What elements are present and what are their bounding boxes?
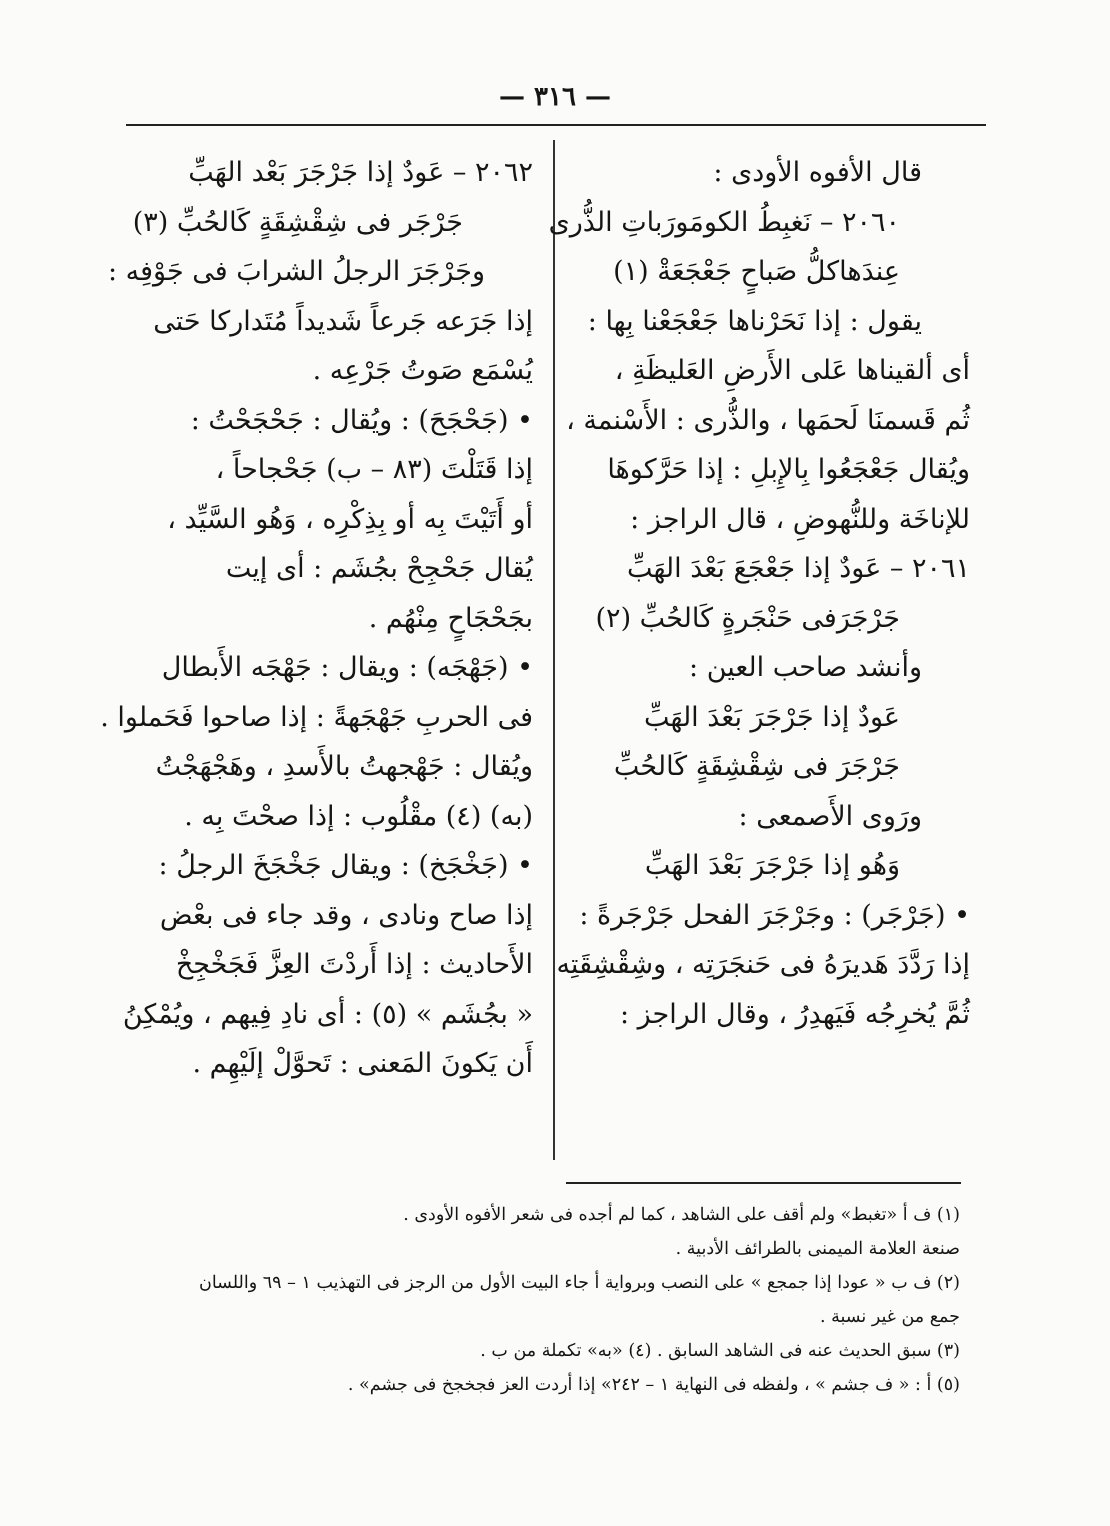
footnote-rule (566, 1182, 961, 1184)
left-column-line: • (جَخْجَخ) : ويقال جَخْجَخَ الرجلُ : (158, 850, 533, 881)
right-column (548, 148, 970, 1039)
right-column-line: أى ألقيناها عَلى الأَرضِ العَليظَةِ ، (614, 355, 970, 386)
left-column-line: (به) (٤) مقْلُوب : إذا صحْتَ بِه . (184, 800, 533, 832)
right-column-line: ثُم قَسمنَا لَحمَها ، والذُّرى : الأَسْنمة ، (566, 404, 970, 436)
right-column-line: وَهُو إذا جَرْجَرَ بَعْدَ الهَبِّ (644, 850, 900, 881)
footnote: جمع من غير نسبة . (820, 1307, 960, 1327)
left-column-line: يُقال جَحْجِحْ بجُشَم : أى إيت (225, 553, 533, 584)
left-column-line: ويُقال : جَهْجهتُ بالأَسدِ ، وهَجْهَجْتُ (155, 751, 533, 782)
right-column-line: قال الأفوه الأودى : (713, 157, 922, 188)
right-column-line: يقول : إذا نَحَرْناها جَعْجَعْنا بِها : (587, 305, 922, 337)
left-column-line: ٢٠٦٢ – عَودٌ إذا جَرْجَرَ بَعْد الهَبِّ (188, 157, 533, 188)
footnote: صنعة العلامة الميمنى بالطرائف الأدبية . (675, 1239, 960, 1259)
right-column-line: عَودٌ إذا جَرْجَرَ بَعْدَ الهَبِّ (643, 701, 900, 733)
left-column-line: « بجُشَم » (٥) : أى نادِ فِيهم ، ويُمْكِنُ (122, 998, 533, 1030)
left-column-line: بجَحْجَاحٍ مِنْهُم . (368, 602, 533, 634)
left-column-line: الأَحاديث : إذا أَردْتَ العِزَّ فَجَخْجِخْ (175, 949, 533, 980)
left-column-line: أو أَتَيْتَ بِه أو بِذِكْرِه ، وَهُو السَّيِّد ، (167, 503, 533, 535)
left-column-line: إذا صاح ونادى ، وقد جاء فى بعْض (159, 899, 533, 931)
header-rule (126, 124, 986, 126)
left-column-line: يُسْمَع صَوتُ جَرْعِه . (312, 355, 533, 386)
right-column-line: إذا رَدَّدَ هَديرَهُ فى حَنجَرَتِه ، وشِقْشِقَتِه (556, 949, 970, 980)
right-column-line: • (جَرْجَر) : وجَرْجَرَ الفحل جَرْجَرةً : (579, 899, 970, 931)
footnotes (150, 1198, 960, 1402)
left-column-line: أَن يَكونَ المَعنى : تَحوَّلْ إلَيْهِم . (192, 1048, 533, 1079)
left-column-line: إذا جَرَعه جَرعاً شَديداً مُتَداركا حَتى (153, 305, 533, 337)
left-column-line: وجَرْجَرَ الرجلُ الشرابَ فى جَوْفِه : (107, 256, 485, 287)
left-column-line: إذا قَتَلْتَ (٨٣ – ب) جَحْجاحاً ، (215, 454, 533, 485)
right-column-line: جَرْجَرَ فى شِقْشِقَةٍ كَالحُبِّ (613, 751, 900, 782)
right-column-line: ويُقال جَعْجَعُوا بِالإِبلِ : إذا حَرَّكوهَا (607, 454, 970, 485)
column-divider (553, 140, 555, 1160)
right-column-line: ٢٠٦١ – عَودٌ إذا جَعْجَعَ بَعْدَ الهَبِّ (626, 553, 970, 584)
left-column (100, 148, 533, 1089)
right-column-line: وأنشد صاحب العين : (689, 652, 922, 683)
right-column-line: جَرْجَرَفى حَنْجَرةٍ كَالحُبِّ (٢) (595, 602, 900, 634)
left-column-line: فى الحربِ جَهْجَهةً : إذا صاحوا فَحَملوا . (100, 701, 533, 733)
right-column-line: ٢٠٦٠ – نَغبِطُ الكومَورَباتِ الذُّرى (548, 206, 900, 238)
right-column-line: للإناخَة وللنُّهوضِ ، قال الراجز : (630, 503, 970, 535)
right-column-line: عِندَهاكلُّ صَباحٍ جَعْجَعَةْ (١) (613, 256, 900, 287)
left-column-line: جَرْجَر فى شِقْشِقَةٍ كَالحُبِّ (٣) (132, 206, 463, 238)
footnote: (١) ف أ «تغبط» ولم أقف على الشاهد ، كما لم أجده فى شعر الأفوه الأودى . (403, 1205, 960, 1225)
page-number: — ٣١٦ — (498, 82, 612, 112)
right-column-line: ثُمَّ يُخرِجُه فَيَهدِرُ ، وقال الراجز : (619, 998, 970, 1030)
left-column-line: • (جَهْجَه) : ويقال : جَهْجَه الأَبطال (161, 652, 533, 683)
right-column-line: ورَوى الأَصمعى : (738, 800, 922, 832)
footnote: (٢) ف ب « عودا إذا جمجع » على النصب وبرواية أ جاء البيت الأول من الرجز فى التهذيب ١ – ٦٩ واللسان (198, 1273, 960, 1293)
footnote: (٥) أ : « ف جشم » ، ولفظه فى النهاية ١ – ٢٤٢» إذا أردت العز فجخجخ فى جشم» . (347, 1375, 960, 1395)
footnote: (٣) سبق الحديث عنه فى الشاهد السابق . (٤) «به» تكملة من ب . (480, 1341, 960, 1361)
left-column-line: • (جَحْجَحَ) : ويُقال : جَحْجَحْتُ : (190, 404, 533, 436)
